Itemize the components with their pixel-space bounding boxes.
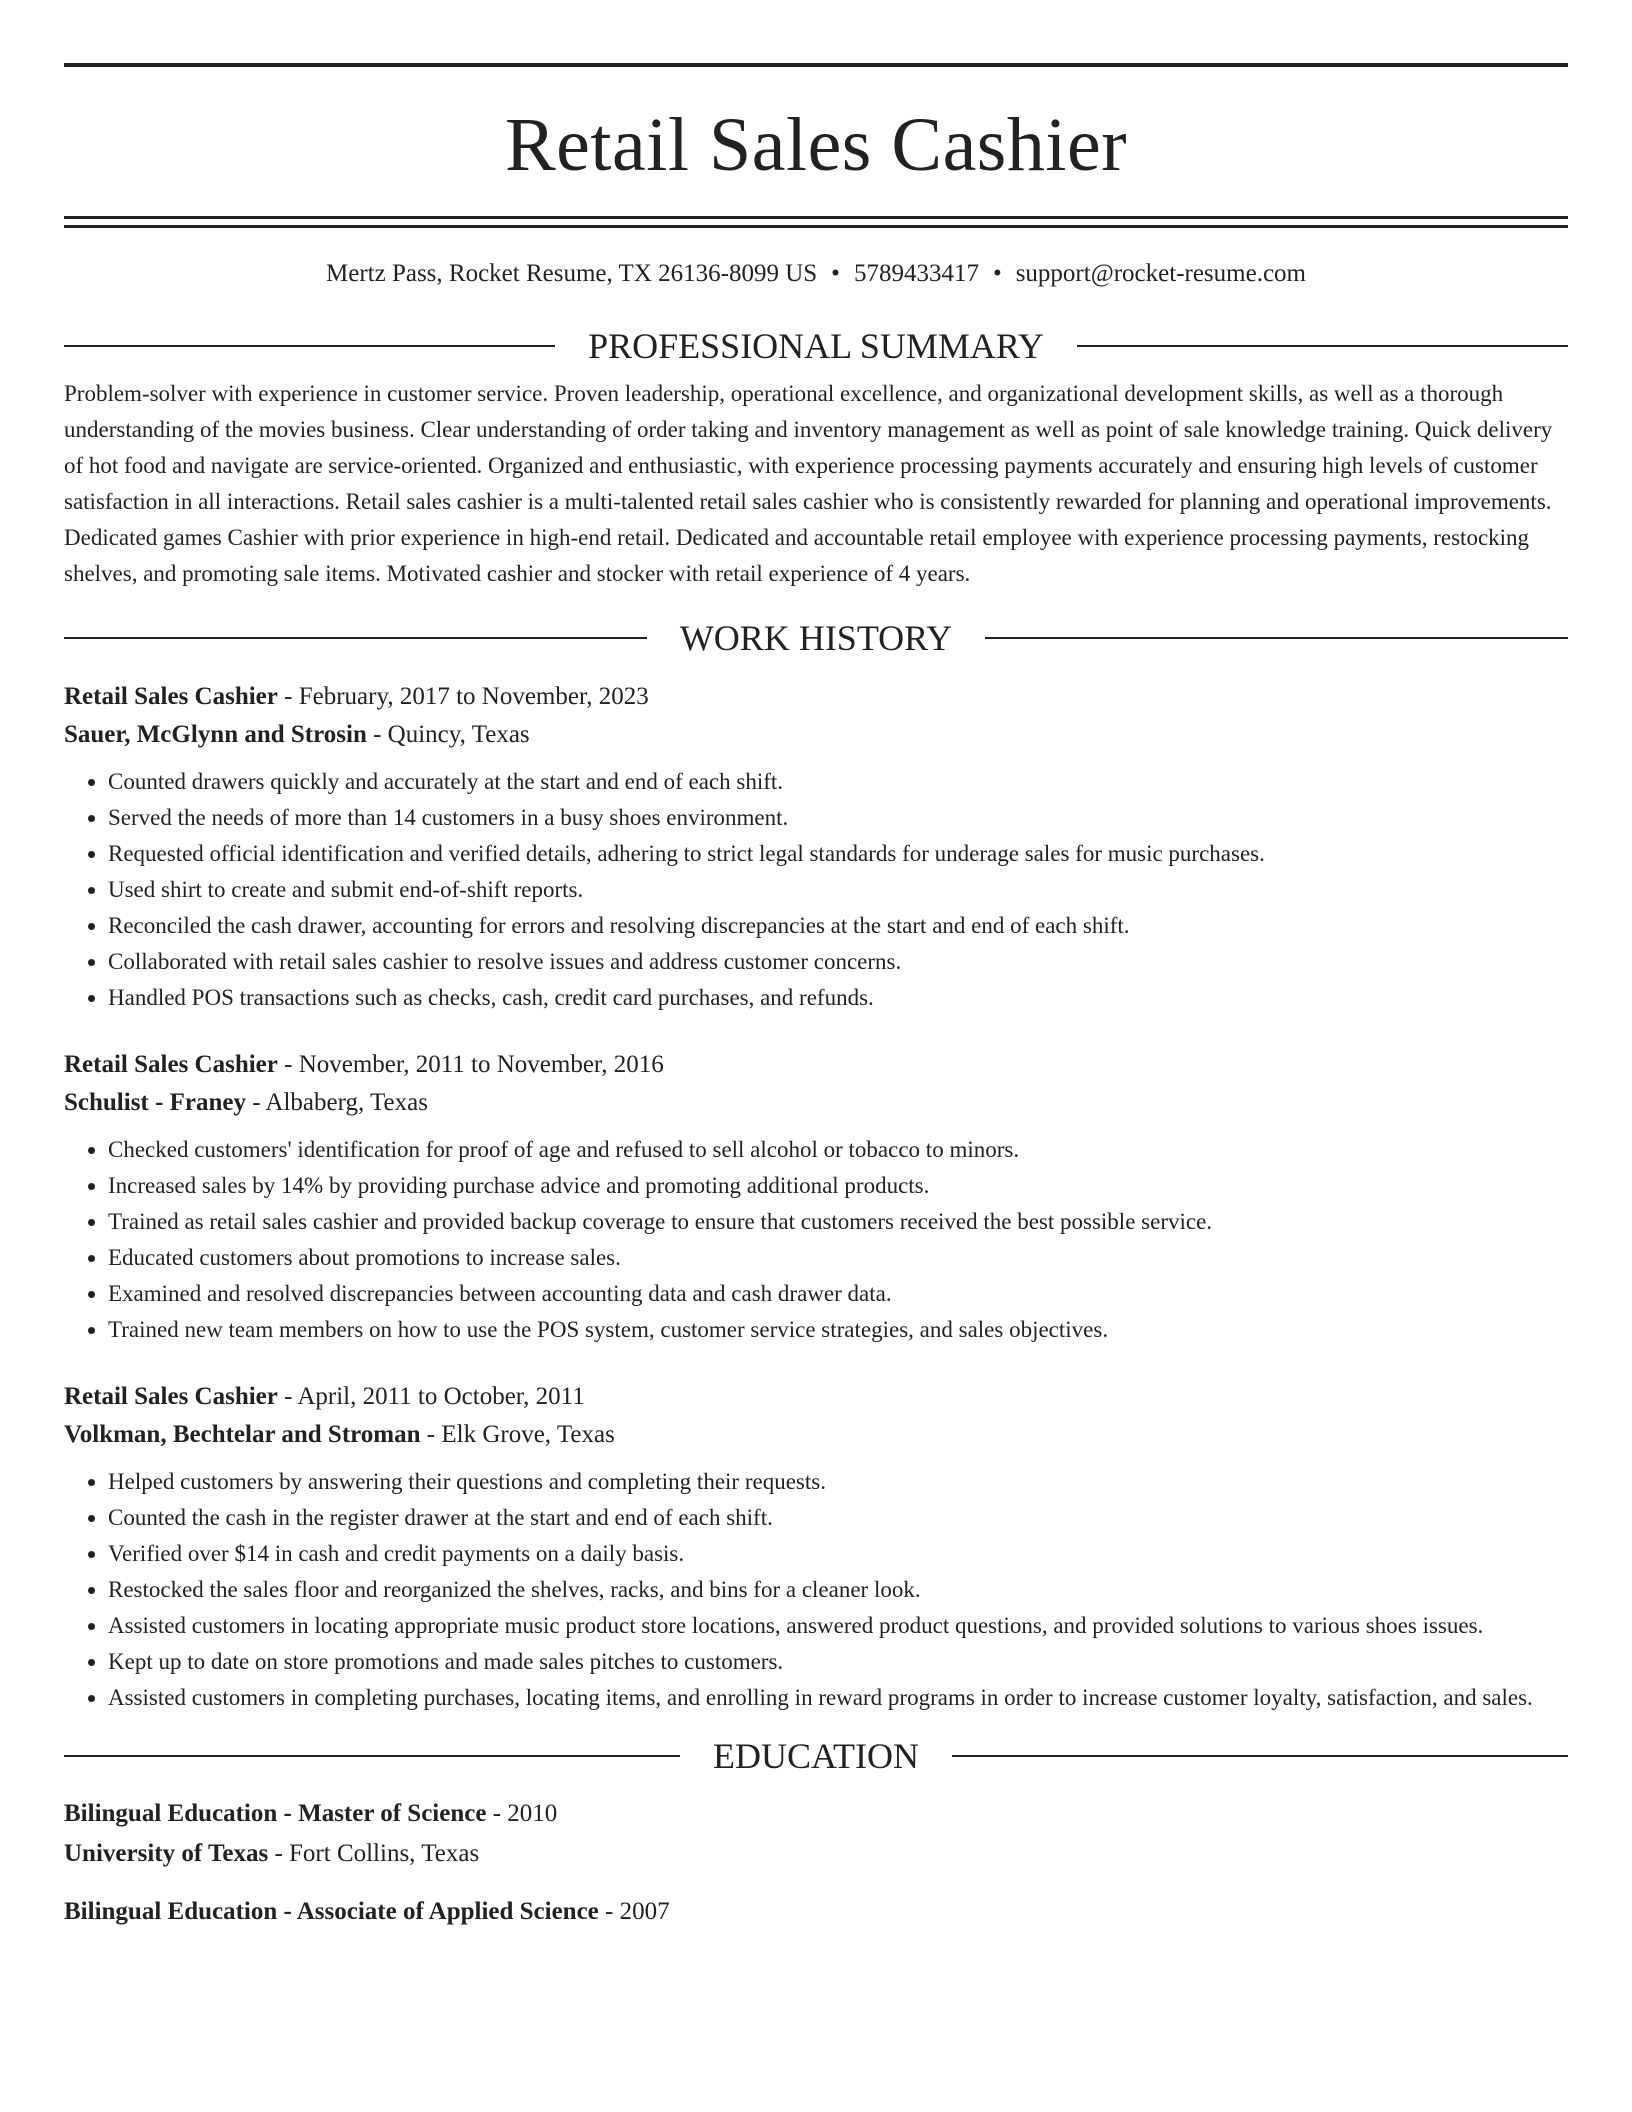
job-dates: - February, 2017 to November, 2023 [277,683,649,710]
contact-separator: • [831,260,840,287]
job-bullet-list [64,1132,1568,1348]
contact-email: support@rocket-resume.com [1015,260,1306,287]
list-item: • Verified over $14 in cash and credit payments on a daily basis. [108,1536,1568,1572]
company-line [64,1416,1568,1454]
section-heading-education [64,1734,1568,1778]
contact-separator: • [992,260,1002,287]
list-item: • Handled POS transactions such as checks, cash, credit card purchases, and refunds. [108,980,1568,1016]
education-degree-line [64,1892,1568,1932]
list-item: • Assisted customers in locating appropriate music product store locations, answered product questions, and provided solutions to various shoes issues. [108,1608,1568,1644]
heading-rule-right [952,1755,1568,1757]
list-item: • Restocked the sales floor and reorganized the shelves, racks, and bins for a cleaner look. [108,1572,1568,1608]
section-title-work-history: WORK HISTORY [679,618,953,658]
education-location: - Fort Collins, Texas [268,1840,480,1867]
heading-rule-left [64,1755,680,1757]
list-item: • Assisted customers in completing purchases, locating items, and enrolling in reward programs in order to increase customer loyalty, satisfaction, and sales. [108,1680,1568,1716]
education-school-line [64,1834,1568,1874]
job-title: Retail Sales Cashier [64,1051,278,1078]
company-line [64,716,1568,754]
contact-line [64,258,1568,290]
education-year: - 2007 [598,1898,670,1925]
list-item: • Trained new team members on how to use the POS system, customer service strategies, and sales objectives. [108,1312,1568,1348]
job-bullet-list [64,1464,1568,1716]
list-item: • Counted the cash in the register drawer at the start and end of each shift. [108,1500,1568,1536]
list-item: • Used shirt to create and submit end-of-shift reports. [108,872,1568,908]
heading-rule-right [1077,345,1568,347]
company-name: Sauer, McGlynn and Strosin [64,721,367,748]
resume-name: Retail Sales Cashier [504,103,1128,187]
list-item: • Checked customers' identification for proof of age and refused to sell alcohol or tobacco to minors. [108,1132,1568,1168]
job-entry [64,1046,1568,1348]
heading-rule-left [64,345,555,347]
resume-page [64,63,1568,1932]
section-title-summary: PROFESSIONAL SUMMARY [588,326,1044,366]
job-dates: - April, 2011 to October, 2011 [277,1383,585,1410]
contact-phone: 5789433417 [853,260,979,287]
heading-rule-right [985,637,1568,639]
list-item: • Collaborated with retail sales cashier to resolve issues and address customer concerns. [108,944,1568,980]
company-name: Volkman, Bechtelar and Stroman [64,1421,421,1448]
list-item: • Reconciled the cash drawer, accounting for errors and resolving discrepancies at the start and end of each shift. [108,908,1568,944]
list-item: • Helped customers by answering their questions and completing their requests. [108,1464,1568,1500]
education-year: - 2010 [486,1800,558,1827]
list-item: • Educated customers about promotions to increase sales. [108,1240,1568,1276]
list-item: • Kept up to date on store promotions and made sales pitches to customers. [108,1644,1568,1680]
header-double-rule [64,216,1568,228]
list-item: • Examined and resolved discrepancies between accounting data and cash drawer data. [108,1276,1568,1312]
job-dates: - November, 2011 to November, 2016 [277,1051,664,1078]
company-line [64,1084,1568,1122]
summary-text: Problem-solver with experience in customer service. Proven leadership, operational excellence, and organizational development skills, as well as a thorough understanding of the movies business. Clear understanding of order taking and inventory management as well as point of sale knowledge training. Quick delivery of hot food and navigate are service-oriented. Organized and enthusiastic, with experience processing payments accurately and ensuring high levels of customer satisfaction in all interactions. Retail sales cashier is a multi-talented retail sales cashier who is consistently rewarded for planning and operational improvements. Dedicated games Cashier with prior experience in high-end retail. Dedicated and accountable retail employee with experience processing payments, restocking shelves, and promoting sale items. Motivated cashier and stocker with retail experience of 4 years. [64,381,1553,586]
job-title-line [64,1378,1568,1416]
list-item: • Increased sales by 14% by providing purchase advice and promoting additional products. [108,1168,1568,1204]
section-heading-summary [64,324,1568,368]
contact-address: Mertz Pass, Rocket Resume, TX 26136-8099 US [326,260,818,287]
list-item: • Requested official identification and verified details, adhering to strict legal standards for underage sales for music purchases. [108,836,1568,872]
list-item: • Counted drawers quickly and accurately at the start and end of each shift. [108,764,1568,800]
education-degree-line [64,1794,1568,1834]
list-item: • Served the needs of more than 14 customers in a busy shoes environment. [108,800,1568,836]
company-location: - Quincy, Texas [366,721,530,748]
company-name: Schulist - Franey [64,1089,246,1116]
heading-rule-left [64,637,647,639]
job-title-line [64,1046,1568,1084]
company-location: - Elk Grove, Texas [420,1421,615,1448]
section-title-education: EDUCATION [713,1736,919,1776]
job-entry [64,678,1568,1016]
job-bullet-list [64,764,1568,1016]
education-entry [64,1794,1568,1874]
education-degree: Bilingual Education - Master of Science [64,1800,487,1827]
education-school: University of Texas [64,1840,269,1867]
list-item: • Trained as retail sales cashier and provided backup coverage to ensure that customers received the best possible service. [108,1204,1568,1240]
job-entry [64,1378,1568,1716]
education-entry [64,1892,1568,1932]
job-title: Retail Sales Cashier [64,683,278,710]
job-title: Retail Sales Cashier [64,1383,278,1410]
header-top-rule [64,63,1568,67]
section-heading-work-history [64,616,1568,660]
education-degree: Bilingual Education - Associate of Applied Science [64,1898,599,1925]
job-title-line [64,678,1568,716]
company-location: - Albaberg, Texas [245,1089,428,1116]
